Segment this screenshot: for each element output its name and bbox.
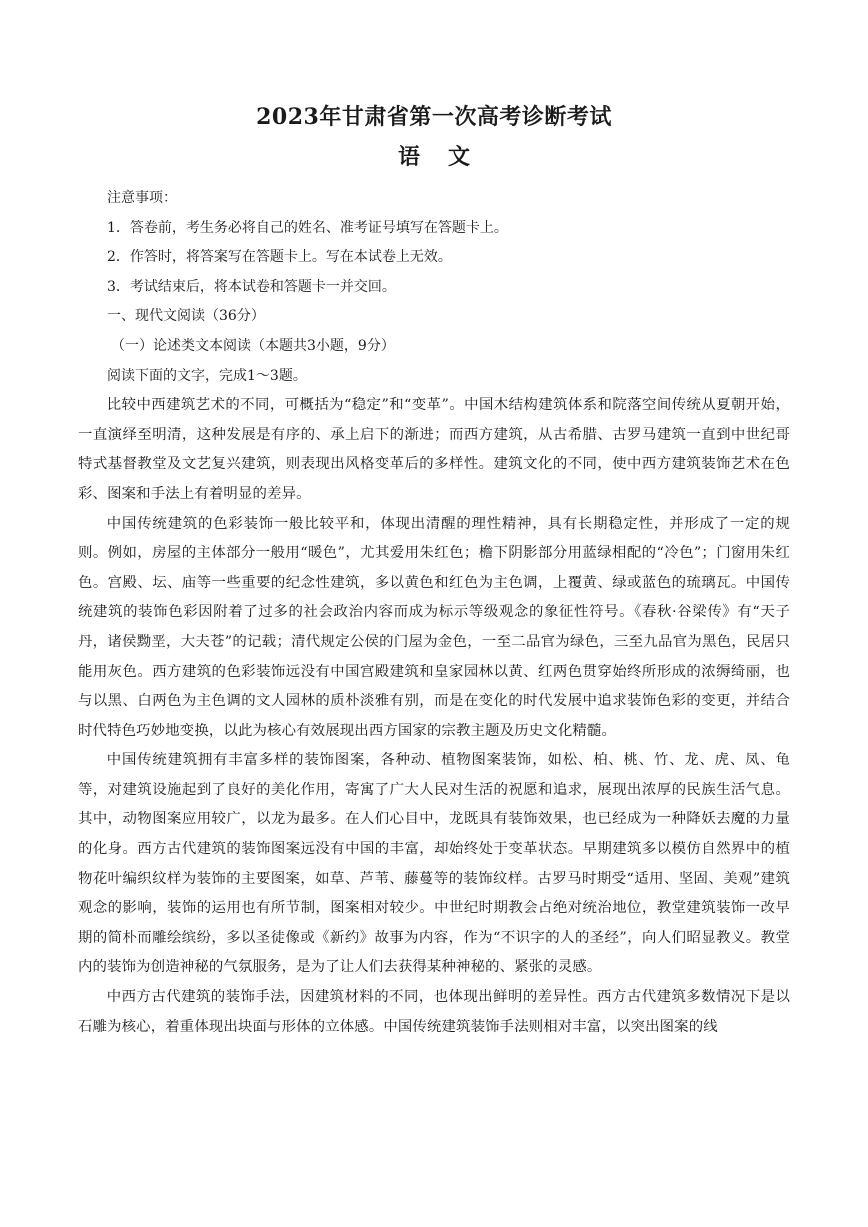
paragraph-2: 中国传统建筑的色彩装饰一般比较平和，体现出清醒的理性精神，具有长期稳定性，并形成了一定的规则。例如，房屋的主体部分一般用“暖色”，尤其爱用朱红色；檐下阴影部分用蓝绿相配的“冷色”；门窗用朱红色。宫殿、坛、庙等一些重要的纪念性建筑，多以黄色和红色为主色调，上覆黄、绿或蓝色的琉璃瓦。中国传统建筑的装饰色彩因附着了过多的社会政治内容而成为标示等级观念的象征性符号。《春秋·谷梁传》有“天子丹，诸侯黝垩，大夫苍”的记载；清代规定公侯的门屋为金色，一至二品官为绿色，三至九品官为黑色，民居只能用灰色。西方建筑的色彩装饰远没有中国宫殿建筑和皇家园林以黄、红两色贯穿始终所形成的浓缛绮丽，也与以黑、白两色为主色调的文人园林的质朴淡雅有别，而是在变化的时代发展中追求装饰色彩的变更，并结合时代特色巧妙地变换，以此为核心有效展现出西方国家的宗教主题及历史文化精髓。 [78, 515, 790, 739]
paragraph-1: 比较中西建筑艺术的不同，可概括为“稳定”和“变革”。中国木结构建筑体系和院落空间传统从夏朝开始，一直演绎至明清，这种发展是有序的、承上启下的渐进；而西方建筑，从古希腊、古罗马建筑一直到中世纪哥特式基督教堂及文艺复兴建筑，则表现出风格变革后的多样性。建筑文化的不同，使中西方建筑装饰艺术在色彩、图案和手法上有着明显的差异。 [78, 397, 790, 502]
subject-title: 语文 [397, 144, 498, 170]
paragraph-4: 中西方古代建筑的装饰手法，因建筑材料的不同，也体现出鲜明的差异性。西方古代建筑多数情况下是以石雕为核心，着重体现出块面与形体的立体感。中国传统建筑装饰手法则相对丰富，以突出图案的线 [78, 989, 790, 1035]
paragraph-3: 中国传统建筑拥有丰富多样的装饰图案，各种动、植物图案装饰，如松、柏、桃、竹、龙、虎、凤、龟等，对建筑设施起到了良好的美化作用，寄寓了广大人民对生活的祝愿和追求，展现出浓厚的民族生活气息。其中，动物图案应用较广，以龙为最多。在人们心目中，龙既具有装饰效果，也已经成为一种降妖去魔的力量的化身。西方古代建筑的装饰图案远没有中国的丰富，却始终处于变革状态。早期建筑多以模仿自然界中的植物花叶编织纹样为装饰的主要图案，如草、芦苇、藤蔓等的装饰纹样。古罗马时期受“适用、坚固、美观”建筑观念的影响，装饰的运用也有所节制，图案相对较少。中世纪时期教会占绝对统治地位，教堂建筑装饰一改早期的简朴而雕绘缤纷，多以圣徒像或《新约》故事为内容，作为“不识字的人的圣经”，向人们昭显教义。教堂内的装饰为创造神秘的气氛服务，是为了让人们去获得某种神秘的、紧张的灵感。 [78, 752, 790, 976]
notice-item-3: 3．考试结束后，将本试卷和答题卡一并交回。 [107, 278, 396, 295]
subsection-title: （一）论述类文本阅读（本题共3小题，9分） [111, 337, 395, 354]
notice-item-1: 1．答卷前，考生务必将自己的姓名、准考证号填写在答题卡上。 [107, 219, 508, 236]
exam-title: 2023年甘肃省第一次高考诊断考试 [256, 104, 612, 130]
notice-heading: 注意事项： [107, 190, 177, 206]
section-title: 一、现代文阅读（36分） [107, 308, 265, 325]
notice-item-2: 2．作答时，将答案写在答题卡上。写在本试卷上无效。 [107, 249, 452, 266]
reading-instruction: 阅读下面的文字，完成1～3题。 [107, 367, 307, 384]
